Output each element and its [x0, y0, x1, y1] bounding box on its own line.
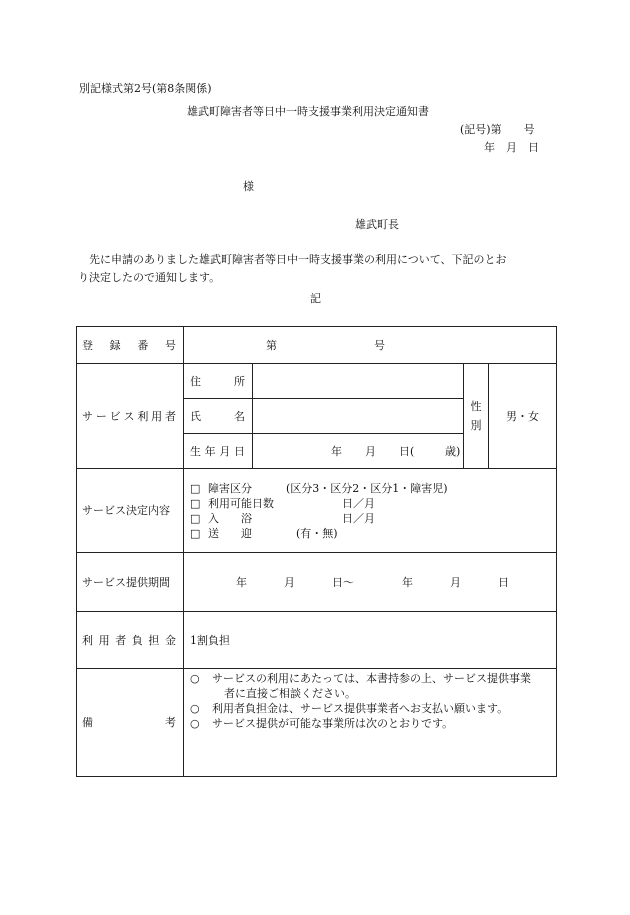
issue-date: 年 月 日 — [484, 141, 539, 154]
addressee-suffix: 様 — [243, 180, 254, 193]
address-field[interactable] — [253, 364, 464, 399]
decision-form-table — [76, 326, 557, 777]
burden-label: 利 用 者 負 担 金 — [82, 633, 176, 647]
remark-bullet-1: ○ — [190, 672, 200, 685]
decision-item-bathing: □ 入 浴 日／月 — [190, 511, 375, 525]
address-label-cell — [184, 364, 253, 399]
birth-month-unit: 月 — [365, 445, 376, 458]
decision-items-cell — [184, 469, 557, 553]
birth-day-unit: 日( — [399, 445, 415, 458]
user-address-row — [77, 364, 557, 399]
name-field[interactable] — [253, 399, 464, 434]
ki-heading: 記 — [310, 292, 321, 305]
checkbox-bathing[interactable]: □ — [190, 511, 201, 525]
registration-value-cell — [184, 327, 557, 364]
checkbox-transport[interactable]: □ — [190, 526, 201, 540]
period-label: サービス提供期間 — [77, 553, 184, 612]
registration-row — [77, 327, 557, 364]
birth-year-unit: 年 — [331, 445, 342, 458]
remarks-content: ○ サービスの利用にあたっては、本書持参の上、サービス提供事業 者に直接ご相談ください。 ○ 利用者負担金は、サービス提供事業者へお支払い願います。 ○ サービス提供が可能な事業所は次のとおりです。 — [184, 669, 557, 777]
remark-bullet-3: ○ — [190, 717, 200, 730]
birthdate-label: 生 年 月 日 — [190, 444, 245, 458]
user-label-cell — [77, 364, 184, 469]
period-start-year: 年 — [236, 576, 247, 589]
burden-label-cell — [77, 612, 184, 669]
burden-row — [77, 612, 557, 669]
period-row — [77, 553, 557, 612]
sex-value[interactable]: 男・女 — [489, 364, 557, 469]
sex-label: 性 別 — [470, 400, 482, 432]
period-start-month: 月 — [284, 576, 295, 589]
burden-value: 1割負担 — [184, 612, 557, 669]
decision-item-transport: □ 送 迎 (有・無) — [190, 526, 338, 540]
period-end-month: 月 — [450, 576, 461, 589]
decision-item-available-days: □ 利用可能日数 日／月 — [190, 496, 375, 510]
registration-label-cell — [77, 327, 184, 364]
registration-dai: 第 — [266, 339, 277, 352]
period-start-day: 日〜 — [332, 576, 354, 589]
document-title: 雄武町障害者等日中一時支援事業利用決定通知書 — [187, 105, 429, 118]
form-number: 別記様式第2号(第8条関係) — [79, 82, 212, 95]
remark-bullet-2: ○ — [190, 702, 200, 715]
remarks-row — [77, 669, 557, 777]
remarks-label: 備 考 — [82, 716, 176, 729]
decision-item-disability-class: □ 障害区分 (区分3・区分2・区分1・障害児) — [190, 481, 448, 495]
name-label: 氏 名 — [190, 409, 245, 423]
remarks-label-cell — [77, 669, 184, 777]
reference-number: (記号)第 号 — [460, 123, 535, 136]
period-end-year: 年 — [402, 576, 413, 589]
decision-label: サービス決定内容 — [77, 469, 184, 553]
registration-go: 号 — [374, 339, 385, 352]
registration-label: 登 録 番 号 — [82, 338, 176, 352]
issuer-name: 雄武町長 — [355, 218, 399, 231]
service-user-label: サ ー ビ ス 利 用 者 — [82, 409, 176, 423]
notice-paragraph-line2: り決定したので通知します。 — [78, 271, 221, 284]
period-field[interactable] — [184, 553, 557, 612]
birthdate-field[interactable] — [253, 434, 464, 469]
checkbox-available-days[interactable]: □ — [190, 496, 201, 510]
sex-label-cell — [464, 364, 489, 469]
name-label-cell — [184, 399, 253, 434]
notice-paragraph-line1: 先に申請のありました雄武町障害者等日中一時支援事業の利用について、下記のとお — [89, 253, 507, 266]
period-end-day: 日 — [498, 576, 509, 589]
age-unit: 歳) — [445, 445, 461, 458]
decision-row — [77, 469, 557, 553]
address-label: 住 所 — [190, 374, 245, 388]
checkbox-disability-class[interactable]: □ — [190, 481, 201, 495]
birthdate-label-cell — [184, 434, 253, 469]
